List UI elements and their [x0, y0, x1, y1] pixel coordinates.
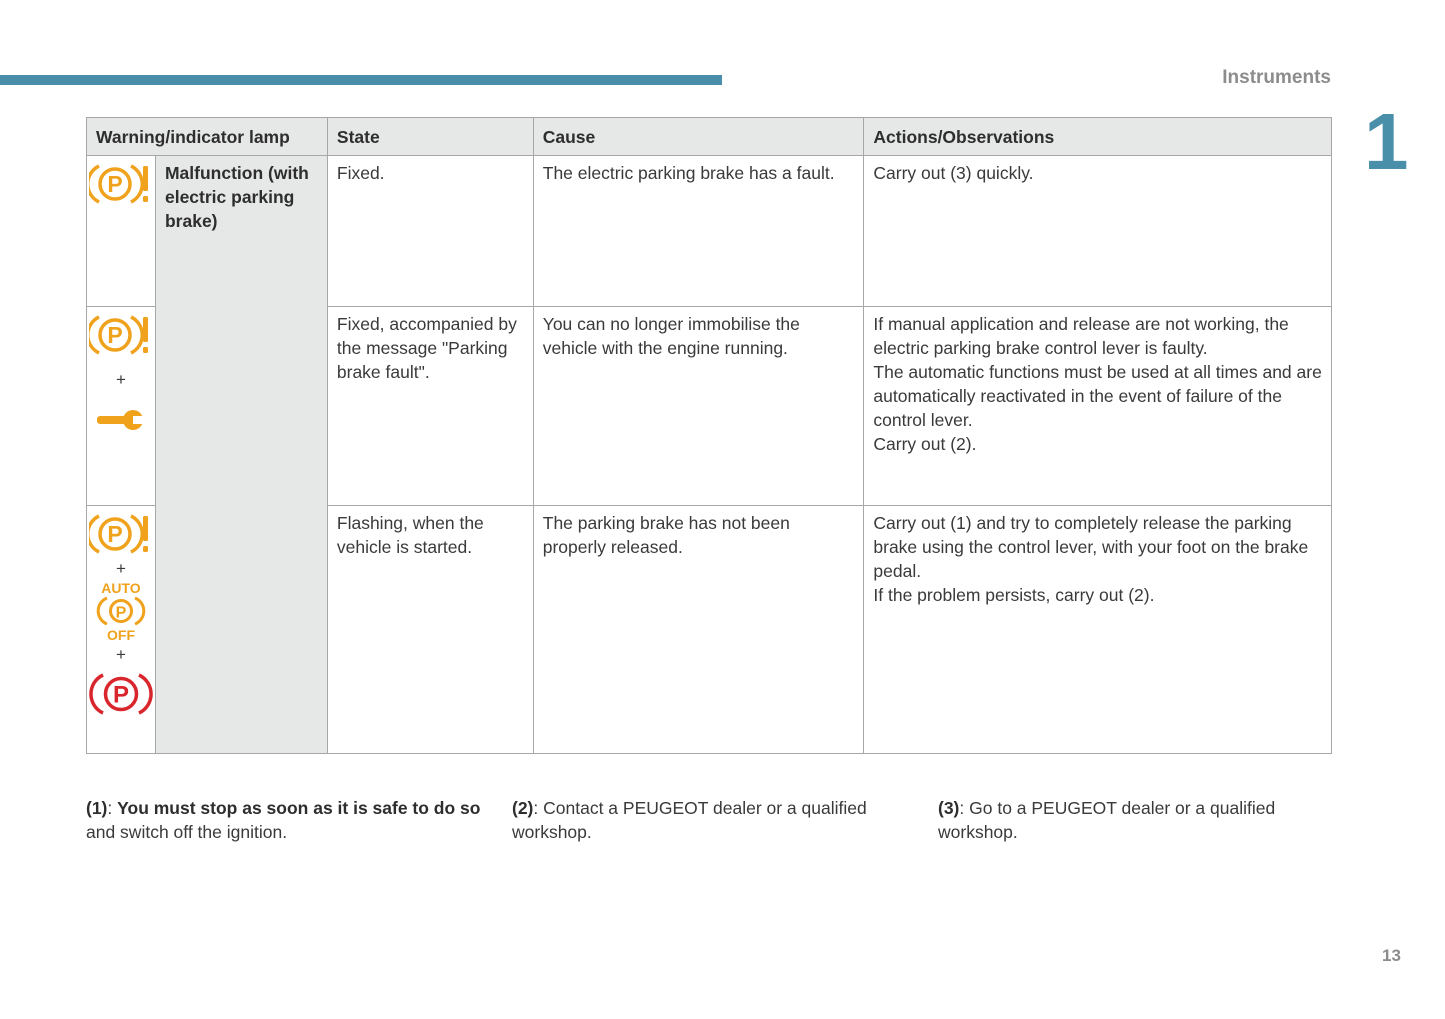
parking-brake-fault-amber-icon — [89, 311, 153, 359]
footnote-text: Go to a PEUGEOT dealer or a qualified workshop. — [938, 798, 1276, 842]
actions-cell — [864, 307, 1332, 506]
header-accent-bar — [0, 75, 722, 85]
footnote-ref: (3) — [938, 798, 960, 818]
state-cell: Flashing, when the vehicle is started. — [327, 506, 533, 754]
header-lamp: Warning/indicator lamp — [87, 118, 328, 156]
plus-sign: + — [116, 645, 126, 664]
auto-label: AUTO — [101, 580, 141, 596]
lamp-icons-cell — [87, 156, 156, 307]
action-line: Carry out (3) quickly. — [873, 163, 1034, 183]
off-label: OFF — [106, 627, 135, 642]
header-cause: Cause — [533, 118, 864, 156]
parking-brake-fault-amber-icon — [89, 160, 153, 208]
actions-cell — [864, 156, 1332, 307]
svg-text:P: P — [115, 604, 127, 622]
action-line: Carry out (2). — [873, 434, 977, 454]
service-wrench-icon — [95, 405, 147, 435]
cause-cell: You can no longer immobilise the vehicle with the engine running. — [533, 307, 864, 506]
action-line: Carry out (1) and try to completely release the parking brake using the control lever, with your foot on the brake pedal. — [873, 513, 1309, 581]
cause-cell: The parking brake has not been properly released. — [533, 506, 864, 754]
svg-text:P: P — [107, 521, 123, 547]
svg-text:P: P — [112, 681, 129, 709]
actions-cell — [864, 506, 1332, 754]
warning-lamp-table — [86, 117, 1332, 754]
footnote-3: (3): Go to a PEUGEOT dealer or a qualified workshop. — [938, 798, 1276, 842]
footnote-2: (2): Contact a PEUGEOT dealer or a qualified workshop. — [512, 798, 867, 842]
lamp-name: Malfunction (with electric parking brake) — [155, 156, 327, 754]
table-row — [87, 156, 1332, 307]
state-cell: Fixed, accompanied by the message "Parking brake fault". — [327, 307, 533, 506]
footnote-1: (1): You must stop as soon as it is safe to do so and switch off the ignition. — [86, 798, 481, 842]
footnote-bold-text: You must stop as soon as it is safe to do so — [117, 798, 481, 818]
table-header-row — [87, 118, 1332, 156]
chapter-number: 1 — [1364, 97, 1409, 186]
footnote-ref: (2) — [512, 798, 534, 818]
action-line: If the problem persists, carry out (2). — [873, 585, 1155, 605]
plus-sign: + — [116, 370, 126, 389]
lamp-icons-cell — [87, 307, 156, 506]
page-number: 13 — [1382, 946, 1401, 965]
parking-brake-fault-amber-icon — [89, 510, 153, 558]
footnote-text: and switch off the ignition. — [86, 822, 288, 842]
svg-text:P: P — [107, 171, 123, 197]
parking-brake-red-icon — [89, 670, 153, 718]
state-cell: Fixed. — [327, 156, 533, 307]
footnote-ref: (1) — [86, 798, 108, 818]
cause-cell: The electric parking brake has a fault. — [533, 156, 864, 307]
footnote-text: Contact a PEUGEOT dealer or a qualified workshop. — [512, 798, 867, 842]
svg-text:P: P — [107, 322, 123, 348]
plus-sign: + — [116, 559, 126, 578]
header-state: State — [327, 118, 533, 156]
section-title: Instruments — [1222, 67, 1331, 88]
header-actions: Actions/Observations — [864, 118, 1332, 156]
lamp-icons-cell — [87, 506, 156, 754]
auto-park-off-icon — [93, 580, 149, 642]
action-line: The automatic functions must be used at all times and are automatically reactivated in the event of failure of the control lever. — [873, 362, 1322, 430]
action-line: If manual application and release are not working, the electric parking brake control lever is faulty. — [873, 314, 1289, 358]
